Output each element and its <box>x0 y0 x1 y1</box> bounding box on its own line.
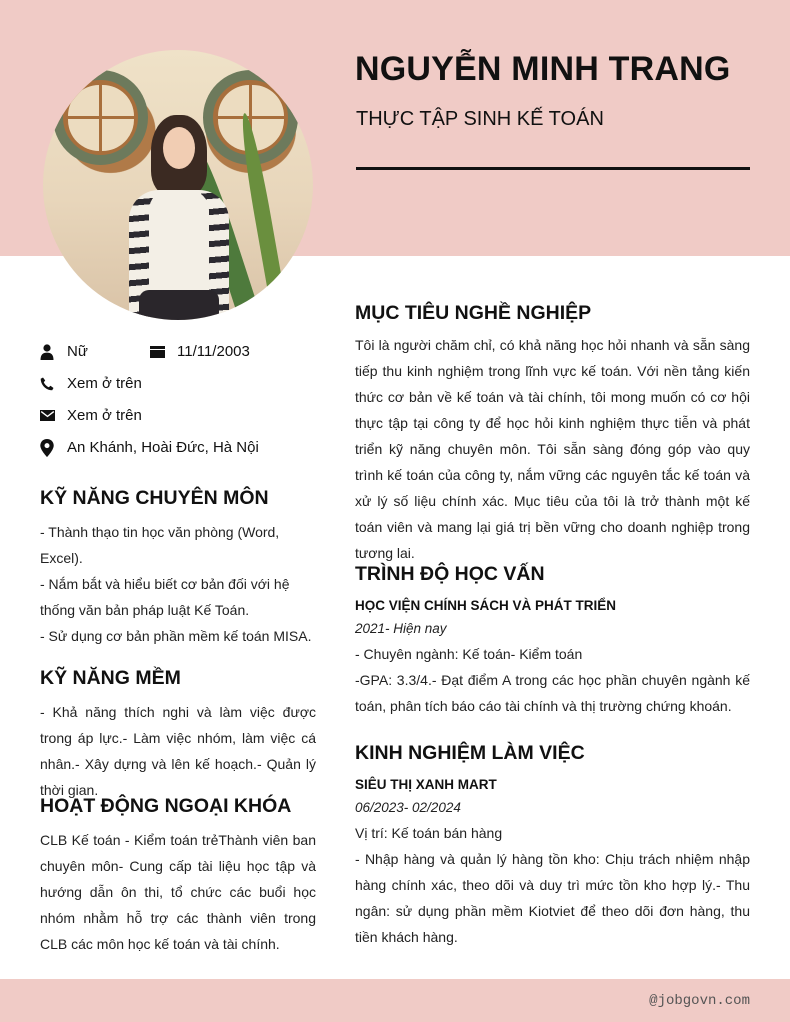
contact-phone <box>39 375 142 392</box>
soft-skills-text: - Khả năng thích nghi và làm việc được trong áp lực.- Làm việc nhóm, làm việc cá nhân.- Xây dựng và lên kế hoạch.- Quản lý thời gian. <box>40 704 316 798</box>
location-pin-icon <box>39 440 55 456</box>
footer-watermark: @jobgovn.com <box>649 993 750 1009</box>
skill-line: thống văn bản pháp luật Kế Toán. <box>40 602 250 618</box>
professional-skills-list <box>40 519 320 649</box>
contact-email <box>39 407 142 424</box>
person-face <box>163 127 195 169</box>
experience-text: - Nhập hàng và quản lý hàng tồn kho: Chịu trách nhiệm nhập hàng chính xác, theo dõi và duy trì mức tồn kho hợp lý.- Thu ngân: sử dụng phần mềm Kiotviet để theo dõi đơn hàng, thu tiền khách hàng. <box>355 851 750 945</box>
skill-line: - Sử dụng cơ bản phần mềm kế toán MISA. <box>40 628 312 644</box>
job-title: THỰC TẬP SINH KẾ TOÁN <box>356 108 604 130</box>
activities-text: CLB Kế toán - Kiểm toán trẻThành viên ban chuyên môn- Cung cấp tài liệu học tập và hướng dẫn ôn thi, tổ chức các buổi học nhóm nhằm hỗ trợ các thành viên trong CLB các môn học kế toán và tài chính. <box>40 832 316 952</box>
activities-title: HOẠT ĐỘNG NGOẠI KHÓA <box>40 795 292 817</box>
calendar-icon <box>149 344 165 360</box>
round-window-left <box>53 70 148 165</box>
education-period: 2021- Hiện nay <box>355 621 447 636</box>
phone-icon <box>39 376 55 392</box>
person-icon <box>39 344 55 360</box>
education-gpa: -GPA: 3.3/4.- Đạt điểm A trong các học phần chuyên ngành kế toán, phân tích báo cáo tài chính và thị trường chứng khoán. <box>355 672 750 714</box>
contact-gender <box>39 343 88 360</box>
contact-address <box>39 439 259 456</box>
experience-period: 06/2023- 02/2024 <box>355 800 461 815</box>
skill-line: - Nắm bắt và hiểu biết cơ bản đối với hệ <box>40 576 290 592</box>
experience-position: Vị trí: Kế toán bán hàng <box>355 825 503 841</box>
education-title: TRÌNH ĐỘ HỌC VẤN <box>355 563 545 585</box>
objective-text: Tôi là người chăm chỉ, có khả năng học hỏi nhanh và sẵn sàng tiếp thu kinh nghiệm trong lĩnh vực kế toán. Với nền tảng kiến thức cơ bản về kế toán và tài chính, tôi mong muốn có cơ hội thực tập tại công ty để học hỏi kinh nghiệm thực tiễn và phát triển kỹ năng chuyên môn. Tôi sẵn sàng đóng góp vào quy trình kế toán của công ty, nắm vững các nguyên tắc kế toán và xử lý số liệu chính xác. Mục tiêu của tôi là trở thành một kế toán viên và mang lại giá trị bền vững cho doanh nghiệp trong tương lai. <box>355 337 750 561</box>
skill-line: Excel). <box>40 550 83 566</box>
person-skirt <box>139 290 219 320</box>
avatar <box>43 50 313 320</box>
education-major: - Chuyên ngành: Kế toán- Kiểm toán <box>355 646 583 662</box>
contact-birthday <box>149 343 250 360</box>
birthday-value: 11/11/2003 <box>177 343 250 360</box>
objective-title: MỤC TIÊU NGHỀ NGHIỆP <box>355 302 592 324</box>
candidate-name: NGUYỄN MINH TRANG <box>355 50 731 88</box>
school-name: HỌC VIỆN CHÍNH SÁCH VÀ PHÁT TRIỂN <box>355 598 617 613</box>
mail-icon <box>39 408 55 424</box>
skill-line: - Thành thạo tin học văn phòng (Word, <box>40 524 280 540</box>
company-name: SIÊU THỊ XANH MART <box>355 777 497 792</box>
professional-skills-title: KỸ NĂNG CHUYÊN MÔN <box>40 487 269 509</box>
experience-title: KINH NGHIỆM LÀM VIỆC <box>355 742 585 764</box>
phone-value: Xem ở trên <box>67 375 142 392</box>
soft-skills-title: KỸ NĂNG MỀM <box>40 667 181 689</box>
title-divider <box>356 167 750 170</box>
email-value: Xem ở trên <box>67 407 142 424</box>
address-value: An Khánh, Hoài Đức, Hà Nội <box>67 439 259 456</box>
gender-value: Nữ <box>67 343 88 360</box>
